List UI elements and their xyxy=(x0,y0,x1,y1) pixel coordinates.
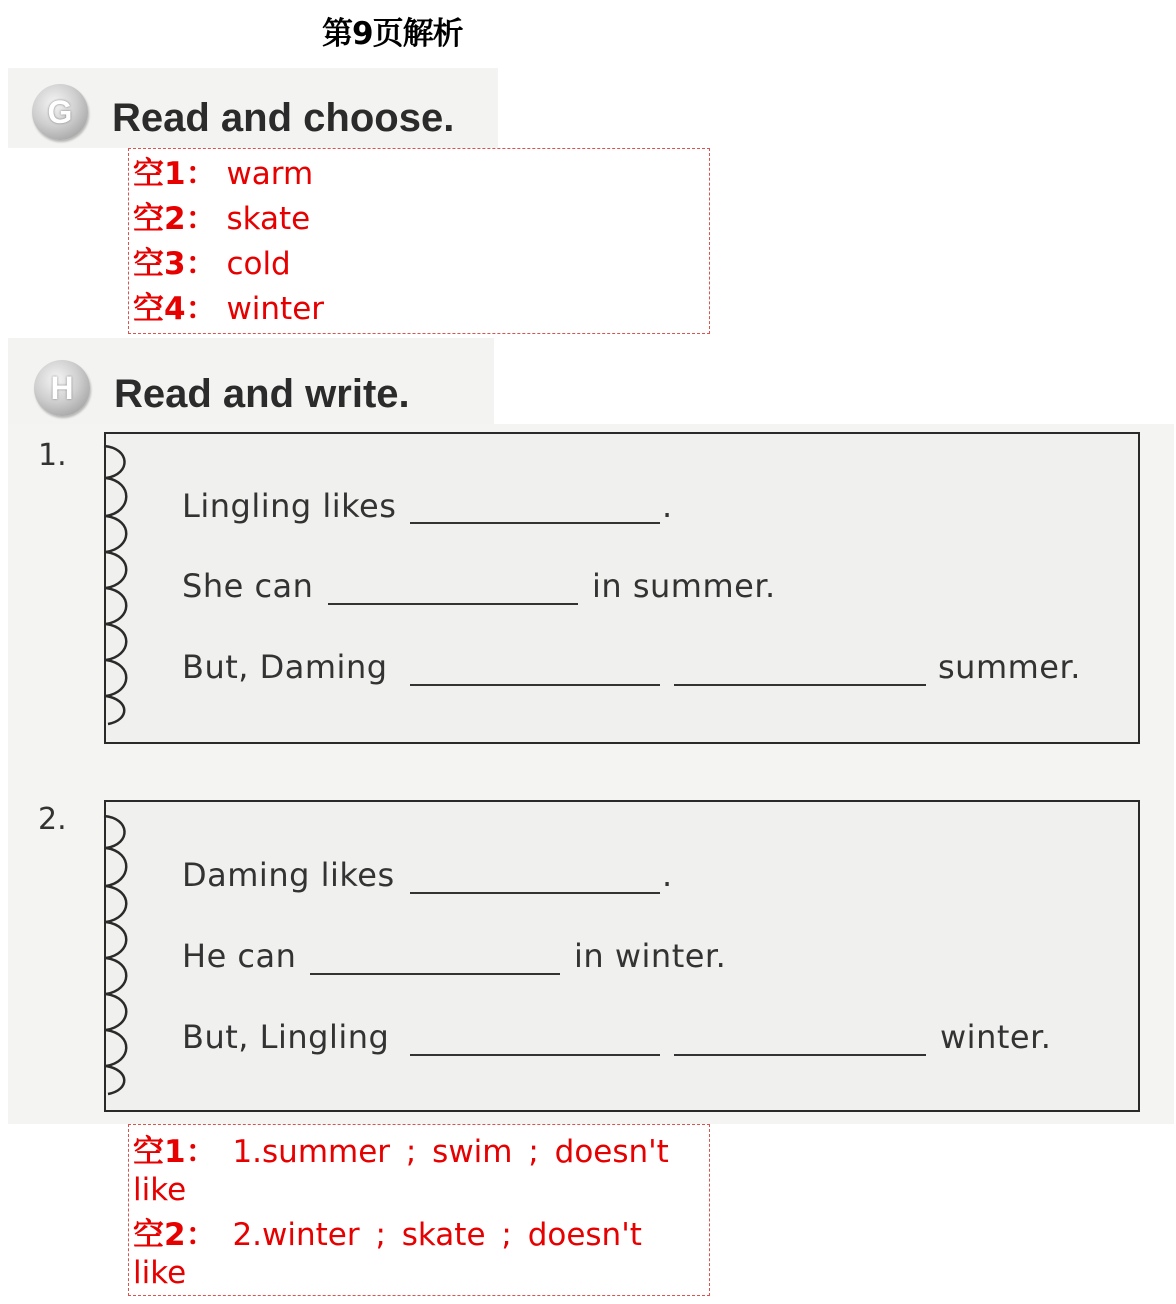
answer-blank[interactable] xyxy=(674,1054,926,1056)
answer-label: 空1： xyxy=(133,1134,217,1170)
answer-value: skate xyxy=(226,201,311,237)
answer-blank[interactable] xyxy=(310,973,560,975)
answer-label: 空2： xyxy=(133,201,217,237)
spiral-binding-icon xyxy=(100,434,140,742)
answer-line xyxy=(133,290,324,328)
sentence-line-3: But, Daming xyxy=(182,648,388,686)
section-h-title: Read and write. xyxy=(114,372,410,416)
sentence-end: in summer. xyxy=(592,567,776,605)
sentence-line-2: He can xyxy=(182,937,297,975)
section-h-answer-box xyxy=(128,1124,710,1296)
exercise-number: 2. xyxy=(38,802,67,837)
sentence-line-1: Daming likes xyxy=(182,856,395,894)
answer-line xyxy=(133,1133,697,1209)
sentence-line-2: She can xyxy=(182,567,314,605)
spiral-binding-icon xyxy=(100,802,140,1110)
sentence-end: in winter. xyxy=(574,937,727,975)
answer-line xyxy=(133,155,313,193)
sentence-line-3: But, Lingling xyxy=(182,1018,390,1056)
answer-line xyxy=(133,200,310,238)
answer-label: 空1： xyxy=(133,156,217,192)
sentence-line-1: Lingling likes xyxy=(182,487,397,525)
section-g-answer-box xyxy=(128,148,710,334)
answer-blank[interactable] xyxy=(410,684,660,686)
answer-blank[interactable] xyxy=(328,603,578,605)
answer-blank[interactable] xyxy=(410,892,660,894)
sentence-end: summer. xyxy=(938,648,1081,686)
section-h-header xyxy=(8,338,494,424)
sentence-end: . xyxy=(662,487,673,525)
section-g-badge: G xyxy=(32,84,88,140)
answer-blank[interactable] xyxy=(410,522,660,524)
page-title: 第9页解析 xyxy=(322,16,463,52)
sentence-end: . xyxy=(662,856,673,894)
section-g-header xyxy=(8,68,498,148)
sentence-end: winter. xyxy=(940,1018,1052,1056)
answer-value: winter xyxy=(226,291,325,327)
answer-label: 空4： xyxy=(133,291,217,327)
answer-line xyxy=(133,245,291,283)
answer-value: warm xyxy=(226,156,314,192)
answer-label: 空3： xyxy=(133,246,217,282)
answer-blank[interactable] xyxy=(674,684,926,686)
exercise-number: 1. xyxy=(38,438,67,473)
section-h-badge: H xyxy=(34,360,90,416)
answer-value: 2.winter ; skate ; doesn't like xyxy=(133,1217,642,1291)
answer-value: cold xyxy=(226,246,291,282)
answer-line xyxy=(133,1216,697,1292)
answer-value: 1.summer ; swim ; doesn't like xyxy=(133,1134,669,1208)
answer-label: 空2： xyxy=(133,1217,217,1253)
answer-blank[interactable] xyxy=(410,1054,660,1056)
section-g-title: Read and choose. xyxy=(112,96,455,140)
